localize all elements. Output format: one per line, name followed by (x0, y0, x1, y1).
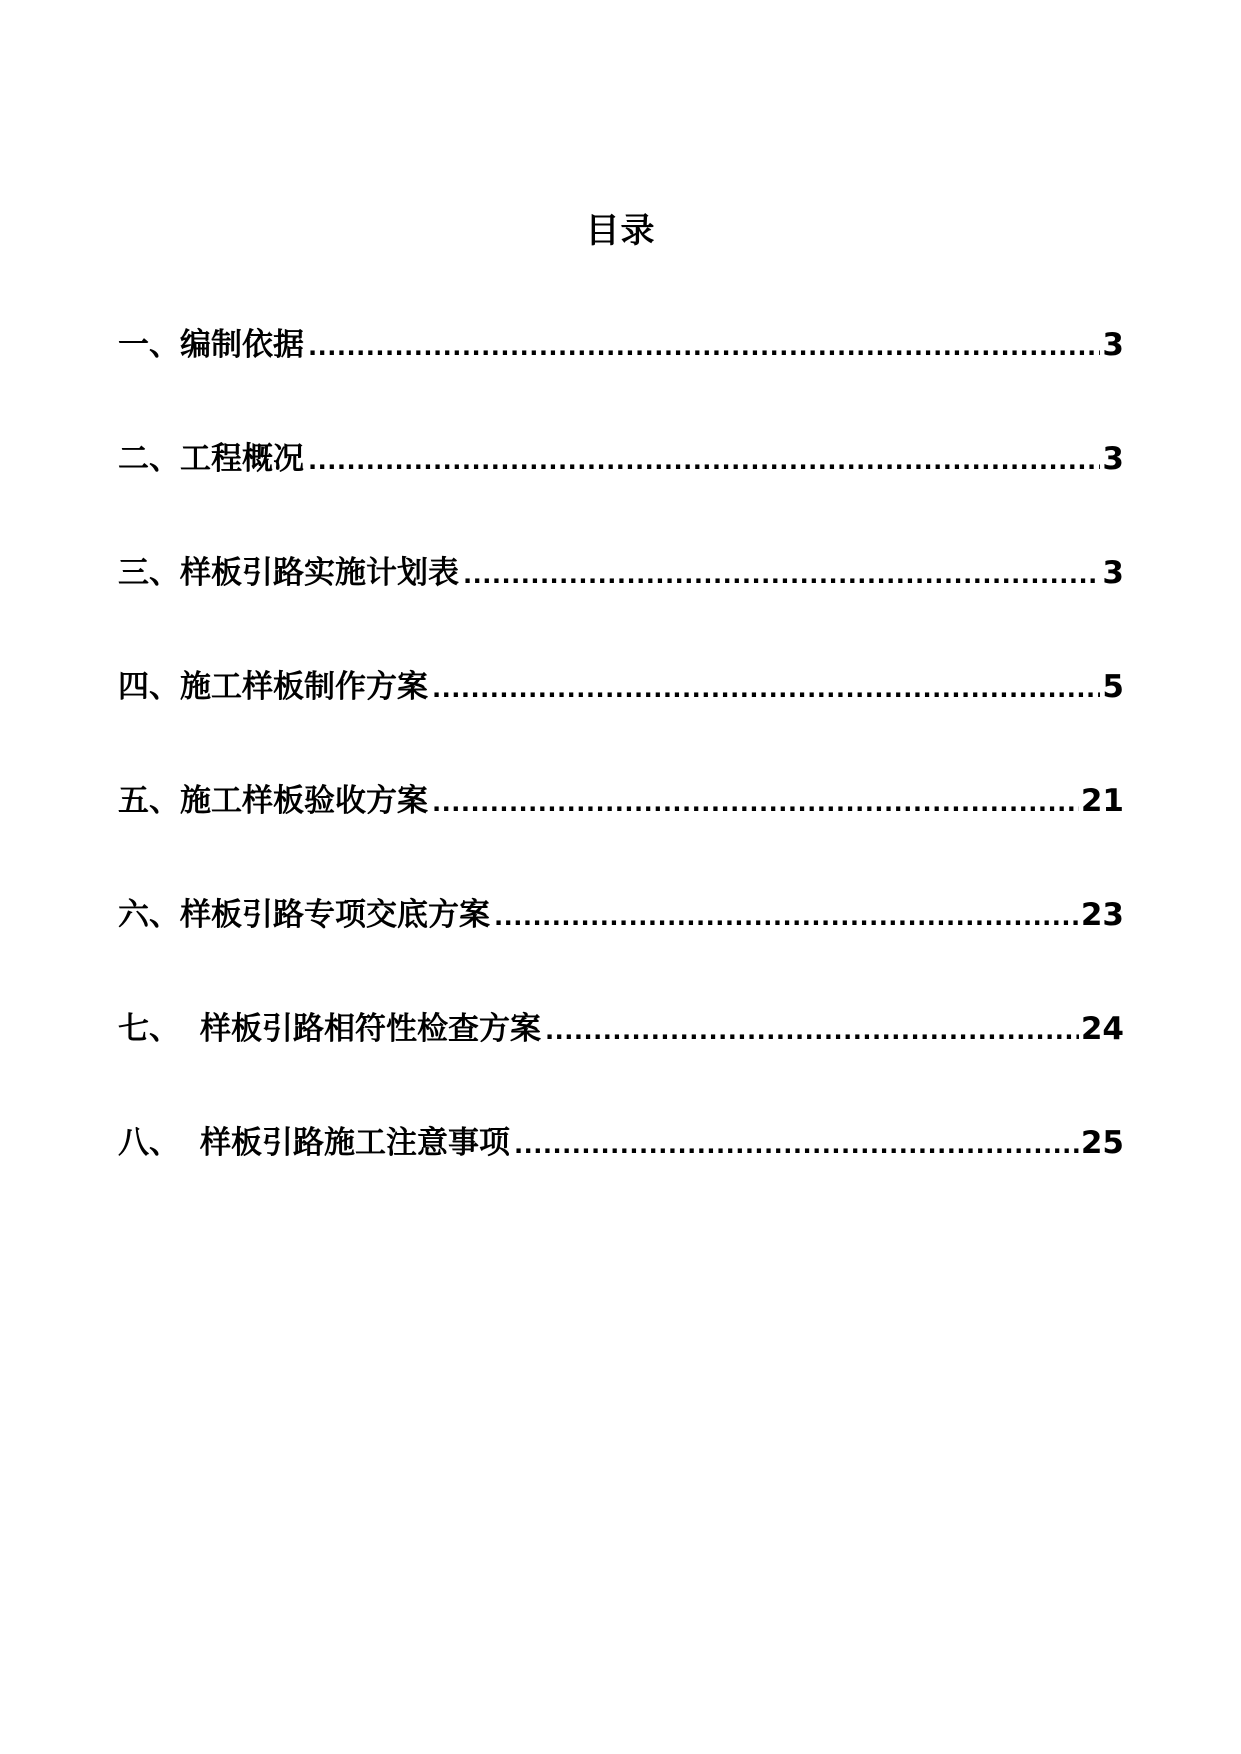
toc-entry-number: 八、 (118, 1125, 180, 1161)
toc-entry-page: 23 (1080, 897, 1124, 933)
toc-entry-title: 编制依据 (180, 327, 304, 363)
table-of-contents (118, 322, 1124, 1234)
toc-dot-leader (432, 666, 1100, 712)
toc-dot-leader (514, 1122, 1079, 1168)
toc-entry-title: 样板引路专项交底方案 (180, 897, 490, 933)
toc-entry-page: 21 (1080, 783, 1124, 819)
toc-entry-page: 3 (1102, 327, 1124, 363)
toc-entry-number: 四、 (118, 669, 180, 705)
toc-entry-page: 24 (1080, 1011, 1124, 1047)
toc-dot-leader (308, 438, 1100, 484)
toc-entry-title: 样板引路施工注意事项 (200, 1125, 510, 1161)
toc-entry-number: 二、 (118, 441, 180, 477)
toc-dot-leader (432, 780, 1079, 826)
toc-entry-number: 一、 (118, 327, 180, 363)
toc-entry-4[interactable] (118, 664, 1124, 778)
toc-dot-leader (494, 894, 1079, 940)
toc-entry-number: 七、 (118, 1011, 180, 1047)
toc-entry-2[interactable] (118, 436, 1124, 550)
toc-entry-title: 工程概况 (180, 441, 304, 477)
toc-dot-leader (308, 324, 1100, 370)
toc-entry-title: 样板引路实施计划表 (180, 555, 459, 591)
toc-entry-1[interactable] (118, 322, 1124, 436)
page-title: 目录 (585, 211, 656, 251)
toc-dot-leader (463, 552, 1100, 598)
toc-entry-5[interactable] (118, 778, 1124, 892)
toc-entry-page: 5 (1102, 669, 1124, 705)
toc-entry-7[interactable] (118, 1006, 1124, 1120)
toc-entry-number: 六、 (118, 897, 180, 933)
toc-entry-8[interactable] (118, 1120, 1124, 1234)
toc-entry-title: 样板引路相符性检查方案 (200, 1011, 541, 1047)
toc-entry-title: 施工样板制作方案 (180, 669, 428, 705)
toc-entry-title: 施工样板验收方案 (180, 783, 428, 819)
toc-dot-leader (545, 1008, 1079, 1054)
toc-entry-page: 25 (1080, 1125, 1124, 1161)
toc-entry-page: 3 (1102, 441, 1124, 477)
toc-entry-3[interactable] (118, 550, 1124, 664)
toc-entry-number: 三、 (118, 555, 180, 591)
toc-entry-6[interactable] (118, 892, 1124, 1006)
toc-entry-page: 3 (1102, 555, 1124, 591)
toc-entry-number: 五、 (118, 783, 180, 819)
